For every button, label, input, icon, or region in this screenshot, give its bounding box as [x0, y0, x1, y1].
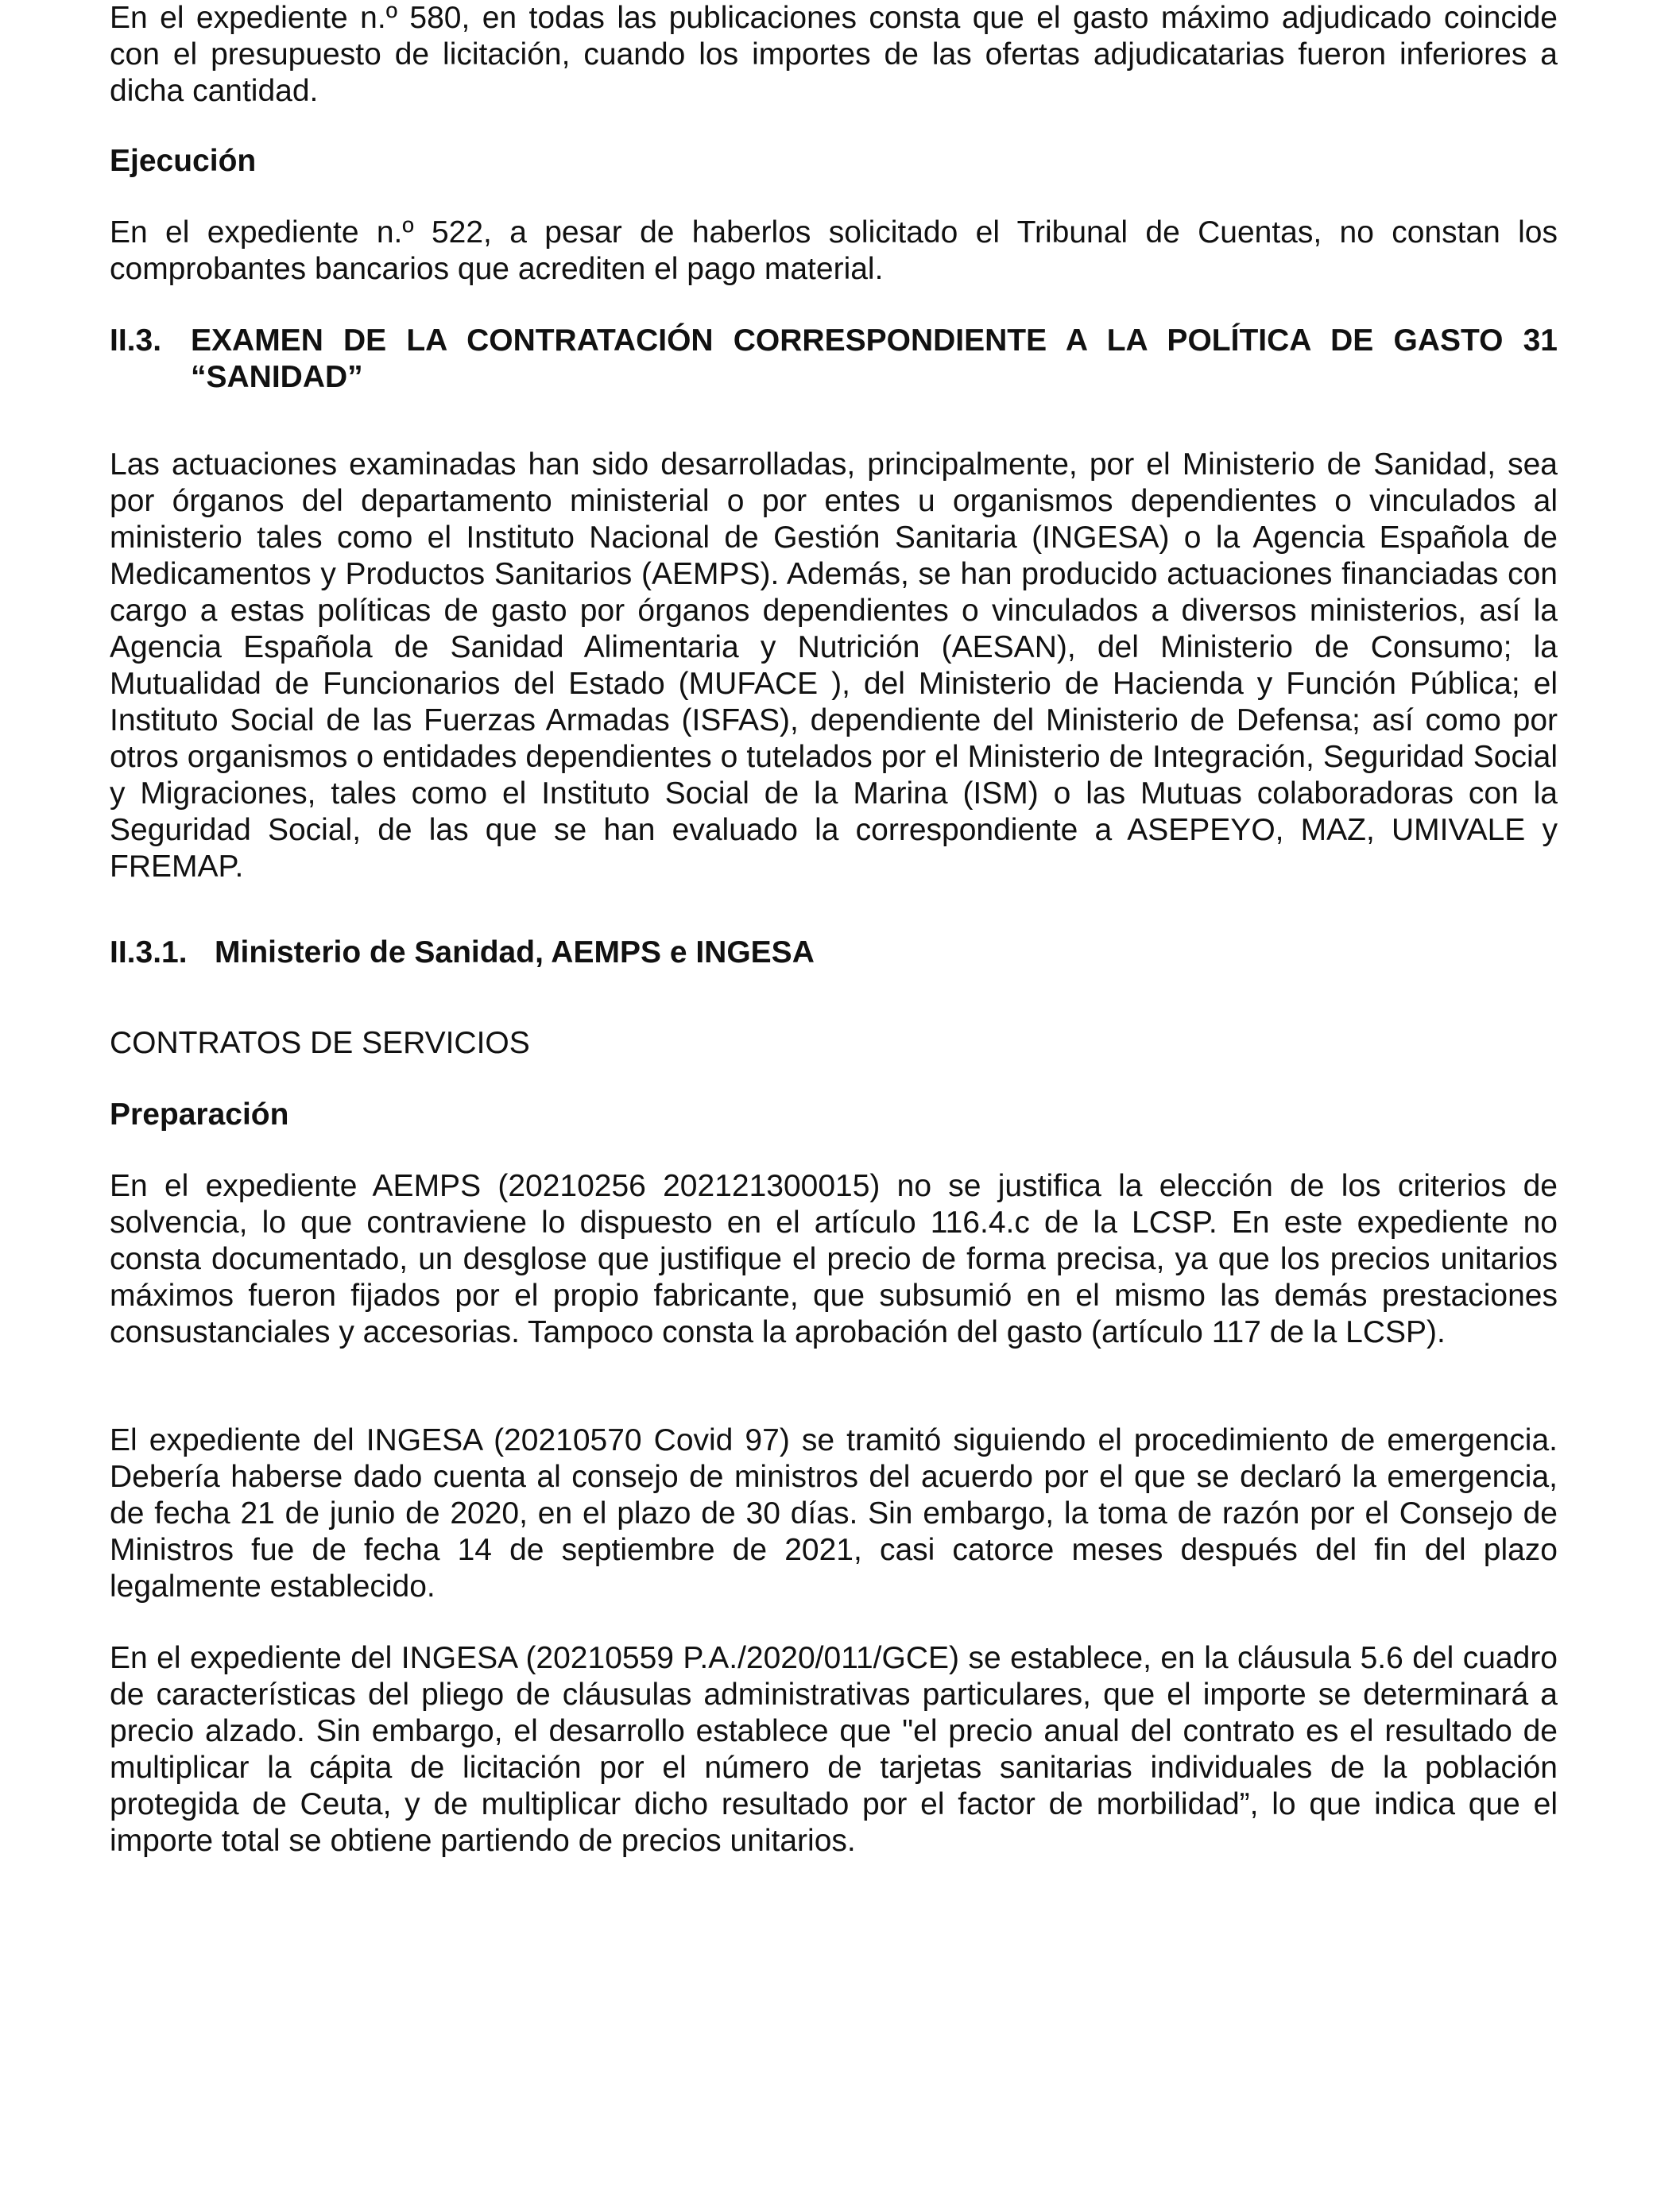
paragraph-expediente-aemps: En el expediente AEMPS (20210256 202121300015) no se justifica la elección de los criterios de solvencia, lo que contraviene lo dispuesto en el artículo 116.4.c de la LCSP. En este expediente no consta documentado, un desglose que justifique el precio de forma precisa, ya que los precios unitarios máximos fueron fijados por el propio fabricante, que subsumió en el mismo las demás prestaciones consustanciales y accesorias. Tampoco consta la aprobación del gasto (artículo 117 de la LCSP). — [110, 1169, 1558, 1349]
heading-ejecucion: Ejecución — [110, 144, 257, 178]
paragraph-expediente-522: En el expediente n.º 522, a pesar de haberlos solicitado el Tribunal de Cuentas, no constan los comprobantes bancarios que acrediten el pago material. — [110, 215, 1558, 286]
section-title-ii31: Ministerio de Sanidad, AEMPS e INGESA — [215, 935, 815, 969]
heading-preparacion: Preparación — [110, 1097, 289, 1132]
section-number-ii31: II.3.1. — [110, 935, 188, 969]
paragraph-actuaciones: Las actuaciones examinadas han sido desarrolladas, principalmente, por el Ministerio de Sanidad, sea por órganos del departamento ministerial o por entes u organismos dependientes o vinculados al ministerio tales como el Instituto Nacional de Gestión Sanitaria (INGESA) o la Agencia Española de Medicamentos y Productos Sanitarios (AEMPS). Además, se han producido actuaciones financiadas con cargo a estas políticas de gasto por órganos dependientes o vinculados a diversos ministerios, así la Agencia Española de Sanidad Alimentaria y Nutrición (AESAN), del Ministerio de Consumo; la Mutualidad de Funcionarios del Estado (MUFACE ), del Ministerio de Hacienda y Función Pública; el Instituto Social de las Fuerzas Armadas (ISFAS), dependiente del Ministerio de Defensa; así como por otros organismos o entidades dependientes o tutelados por el Ministerio de Integración, Seguridad Social y Migraciones, tales como el Instituto Social de la Marina (ISM) o las Mutuas colaboradoras con la Seguridad Social, de las que se han evaluado la correspondiente a ASEPEYO, MAZ, UMIVALE y FREMAP. — [110, 447, 1558, 884]
heading-contratos-servicios: CONTRATOS DE SERVICIOS — [110, 1026, 530, 1060]
paragraph-expediente-ingesa-gce: En el expediente del INGESA (20210559 P.A./2020/011/GCE) se establece, en la cláusula 5.6 del cuadro de características del pliego de cláusulas administrativas particulares, que el importe se determinará a precio alzado. Sin embargo, el desarrollo establece que "el precio anual del contrato es el resultado de multiplicar la cápita de licitación por el número de tarjetas sanitarias individuales de la población protegida de Ceuta, y de multiplicar dicho resultado por el factor de morbilidad”, lo que indica que el importe total se obtiene partiendo de precios unitarios. — [110, 1641, 1558, 1858]
paragraph-expediente-ingesa-covid: El expediente del INGESA (20210570 Covid 97) se tramitó siguiendo el procedimiento de emergencia. Debería haberse dado cuenta al consejo de ministros del acuerdo por el que se declaró la emergencia, de fecha 21 de junio de 2020, en el plazo de 30 días. Sin embargo, la toma de razón por el Consejo de Ministros fue de fecha 14 de septiembre de 2021, casi catorce meses después del fin del plazo legalmente establecido. — [110, 1423, 1558, 1604]
section-number-ii3: II.3. — [110, 323, 162, 358]
paragraph-expediente-580: En el expediente n.º 580, en todas las publicaciones consta que el gasto máximo adjudicado coincide con el presupuesto de licitación, cuando los importes de las ofertas adjudicatarias fueron inferiores a dicha cantidad. — [110, 1, 1558, 108]
section-title-ii3: EXAMEN DE LA CONTRATACIÓN CORRESPONDIENTE A LA POLÍTICA DE GASTO 31 “SANIDAD” — [191, 323, 1558, 394]
